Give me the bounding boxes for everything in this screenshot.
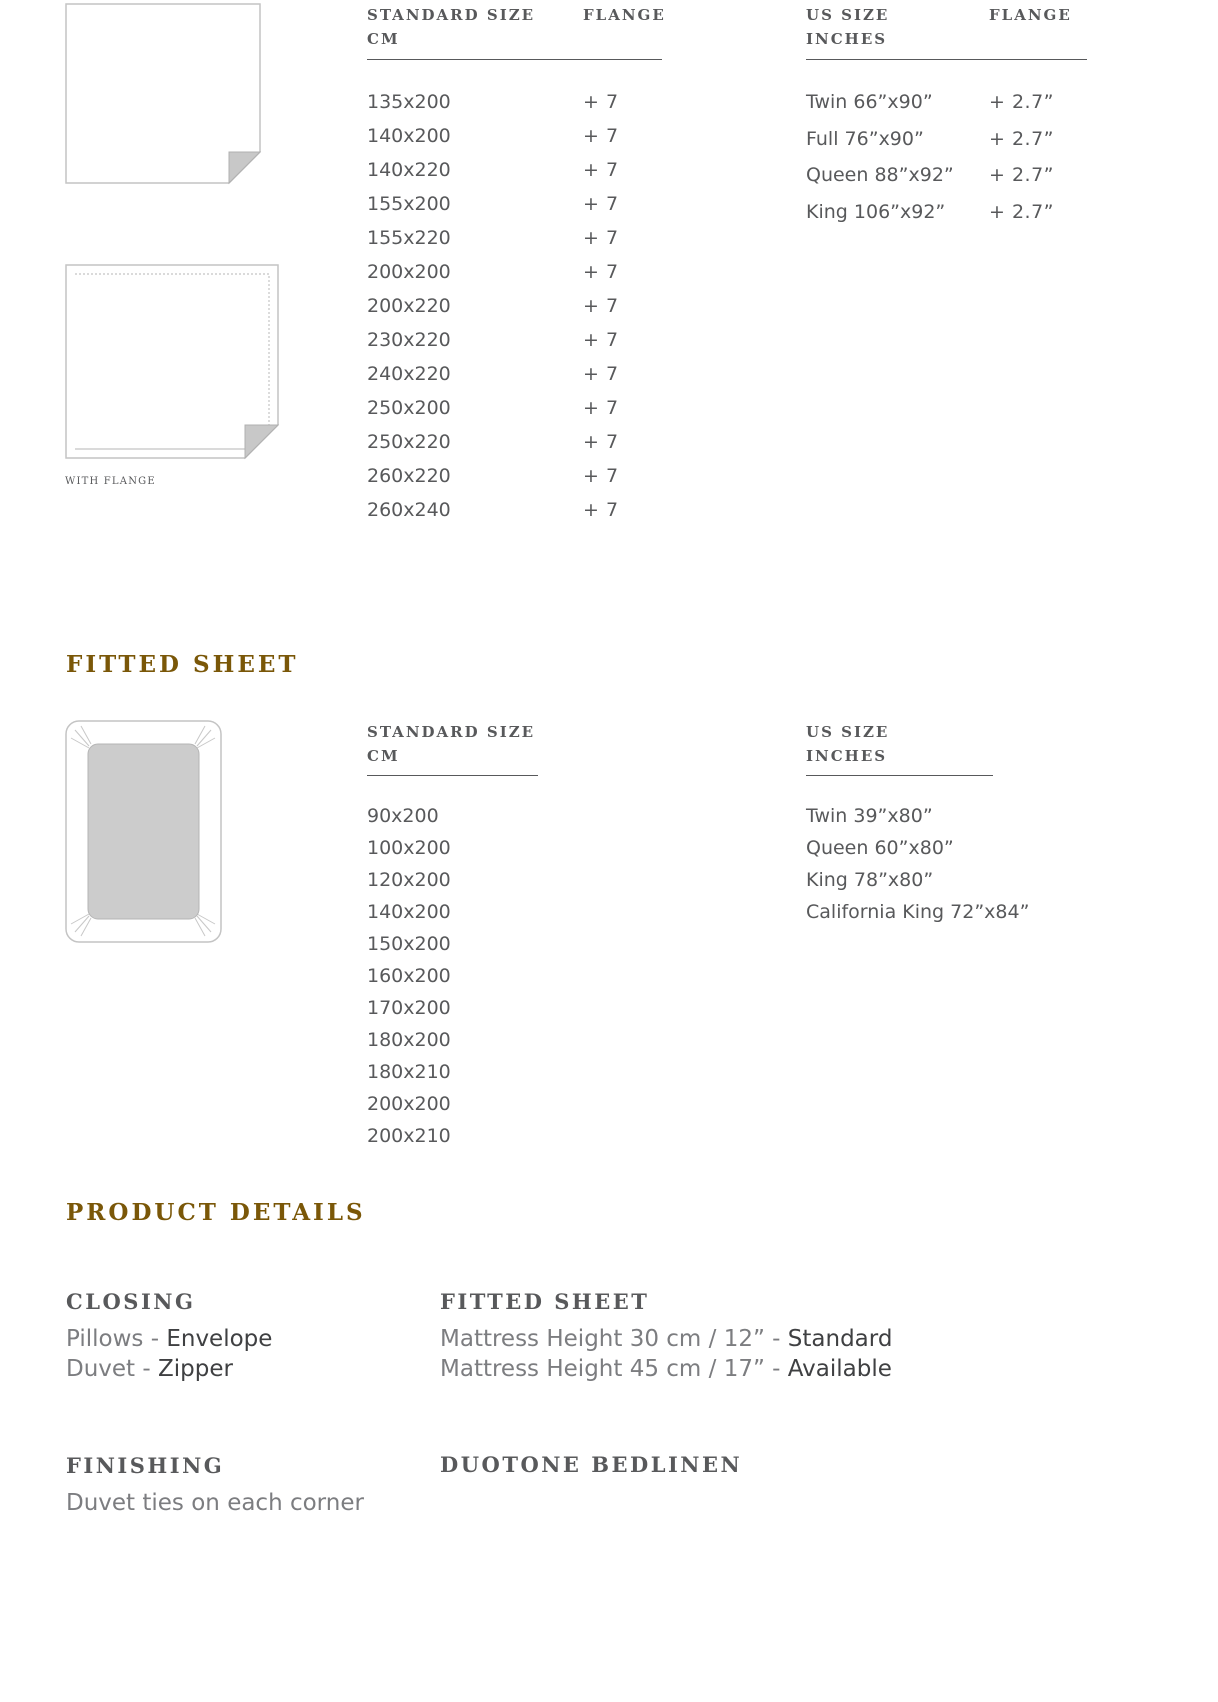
us-size-cell — [806, 121, 954, 158]
fitted-sheet-title: FITTED SHEET — [66, 651, 299, 678]
fitted-cm-size-list — [367, 800, 451, 1152]
size-cell: 120x200 — [367, 869, 451, 891]
header-line: STANDARD SIZE — [367, 6, 536, 24]
us-size-cell — [806, 832, 1029, 864]
flange-cell: + 7 — [583, 261, 619, 283]
flange-caption: WITH FLANGE — [65, 476, 156, 487]
size-cell: 250x200 — [367, 397, 451, 419]
size-cell: 260x220 — [367, 465, 451, 487]
divider — [806, 775, 993, 776]
us-size-cell — [806, 864, 1029, 896]
us-size-cell — [806, 84, 954, 121]
size-cell: 260x240 — [367, 499, 451, 521]
flange-cell: + 7 — [583, 499, 619, 521]
size-cell: 200x210 — [367, 1125, 451, 1147]
mattress-height-line — [440, 1356, 892, 1382]
header-line: FLANGE — [583, 6, 666, 24]
duvet-us-flange-list — [989, 84, 1054, 230]
size-cell: 140x200 — [367, 125, 451, 147]
duvet-cm-header — [367, 3, 535, 51]
size-cell: 150x200 — [367, 933, 451, 955]
flange-cell: + 2.7” — [989, 127, 1055, 150]
duvet-flange-icon — [65, 264, 283, 464]
us-size-name: California King — [806, 901, 945, 923]
duotone-bedlinen-title: DUOTONE BEDLINEN — [440, 1452, 743, 1477]
header-unit: CM — [367, 30, 400, 48]
flange-cell: + 7 — [583, 159, 619, 181]
header-line: US SIZE — [806, 6, 890, 24]
detail-label: Mattress Height 30 cm / 12” - — [440, 1326, 788, 1352]
us-size-name: Twin — [806, 805, 848, 827]
detail-label: Pillows - — [66, 1326, 167, 1352]
size-cell: 155x220 — [367, 227, 451, 249]
header-unit: INCHES — [806, 30, 888, 48]
flange-cell: + 7 — [583, 91, 619, 113]
flange-cell: + 2.7” — [989, 200, 1055, 223]
us-size-dims: 60”x80” — [874, 837, 954, 859]
flange-cell: + 7 — [583, 397, 619, 419]
size-cell: 180x210 — [367, 1061, 451, 1083]
divider — [367, 59, 662, 60]
us-size-dims: 72”x84” — [950, 901, 1030, 923]
size-cell: 90x200 — [367, 805, 439, 827]
size-cell: 230x220 — [367, 329, 451, 351]
fitted-us-header — [806, 720, 889, 768]
duvet-plain-icon — [65, 3, 265, 191]
size-cell: 140x220 — [367, 159, 451, 181]
size-cell: 135x200 — [367, 91, 451, 113]
size-cell: 155x200 — [367, 193, 451, 215]
detail-value: Available — [787, 1356, 892, 1382]
closing-title: CLOSING — [66, 1289, 196, 1314]
detail-value: Envelope — [166, 1326, 273, 1352]
header-line: STANDARD SIZE — [367, 723, 536, 741]
flange-cell: + 7 — [583, 329, 619, 351]
finishing-title: FINISHING — [66, 1453, 225, 1478]
us-size-cell — [806, 194, 954, 231]
size-cell: 100x200 — [367, 837, 451, 859]
size-cell: 170x200 — [367, 997, 451, 1019]
flange-cell: + 7 — [583, 431, 619, 453]
flange-cell: + 2.7” — [989, 164, 1055, 186]
us-size-name: King — [806, 200, 848, 223]
size-cell: 240x220 — [367, 363, 451, 385]
us-size-cell — [806, 157, 954, 194]
header-unit: CM — [367, 747, 400, 765]
fitted-sheet-detail-title: FITTED SHEET — [440, 1289, 650, 1314]
fitted-us-size-list — [806, 800, 1029, 928]
duvet-cm-size-list — [367, 85, 451, 527]
us-size-dims: 88”x92” — [874, 164, 954, 186]
size-cell: 200x220 — [367, 295, 451, 317]
product-details-title: PRODUCT DETAILS — [66, 1199, 366, 1226]
us-size-name: Twin — [806, 91, 848, 113]
closing-line — [66, 1326, 272, 1352]
detail-label: Mattress Height 45 cm / 17” - — [440, 1356, 788, 1382]
us-size-dims: 78”x80” — [853, 869, 934, 891]
size-cell: 140x200 — [367, 901, 451, 923]
flange-cell: + 2.7” — [989, 91, 1055, 113]
mattress-height-line — [440, 1326, 892, 1352]
size-cell: 200x200 — [367, 261, 451, 283]
duvet-us-size-list — [806, 84, 954, 230]
size-cell: 160x200 — [367, 965, 451, 987]
divider — [367, 775, 538, 776]
size-cell: 180x200 — [367, 1029, 451, 1051]
flange-cell: + 7 — [583, 227, 619, 249]
fitted-sheet-icon — [65, 720, 223, 944]
flange-cell: + 7 — [583, 193, 619, 215]
header-unit: INCHES — [806, 747, 888, 765]
us-size-name: Queen — [806, 164, 869, 186]
us-size-cell — [806, 800, 1029, 832]
us-size-name: Full — [806, 127, 839, 150]
flange-cell: + 7 — [583, 295, 619, 317]
us-size-name: King — [806, 869, 848, 891]
duvet-cm-flange-list — [583, 85, 619, 527]
fitted-cm-header — [367, 720, 535, 768]
duvet-us-flange-header — [989, 3, 1072, 27]
closing-line — [66, 1356, 233, 1382]
size-cell: 200x200 — [367, 1093, 451, 1115]
size-cell: 250x220 — [367, 431, 451, 453]
header-line: US SIZE — [806, 723, 890, 741]
us-size-dims: 106”x92” — [853, 200, 946, 223]
detail-value: Zipper — [158, 1356, 233, 1382]
duvet-flange-header — [583, 3, 666, 27]
flange-cell: + 7 — [583, 125, 619, 147]
duvet-us-header — [806, 3, 889, 51]
detail-value: Standard — [787, 1326, 893, 1352]
us-size-cell — [806, 896, 1029, 928]
us-size-dims: 39”x80” — [853, 805, 933, 827]
header-line: FLANGE — [989, 6, 1072, 24]
detail-label: Duvet - — [66, 1356, 158, 1382]
us-size-name: Queen — [806, 837, 869, 859]
us-size-dims: 66”x90” — [853, 91, 933, 113]
divider — [806, 59, 1087, 60]
flange-cell: + 7 — [583, 465, 619, 487]
us-size-dims: 76”x90” — [844, 127, 924, 150]
finishing-line: Duvet ties on each corner — [66, 1490, 364, 1516]
flange-cell: + 7 — [583, 363, 619, 385]
